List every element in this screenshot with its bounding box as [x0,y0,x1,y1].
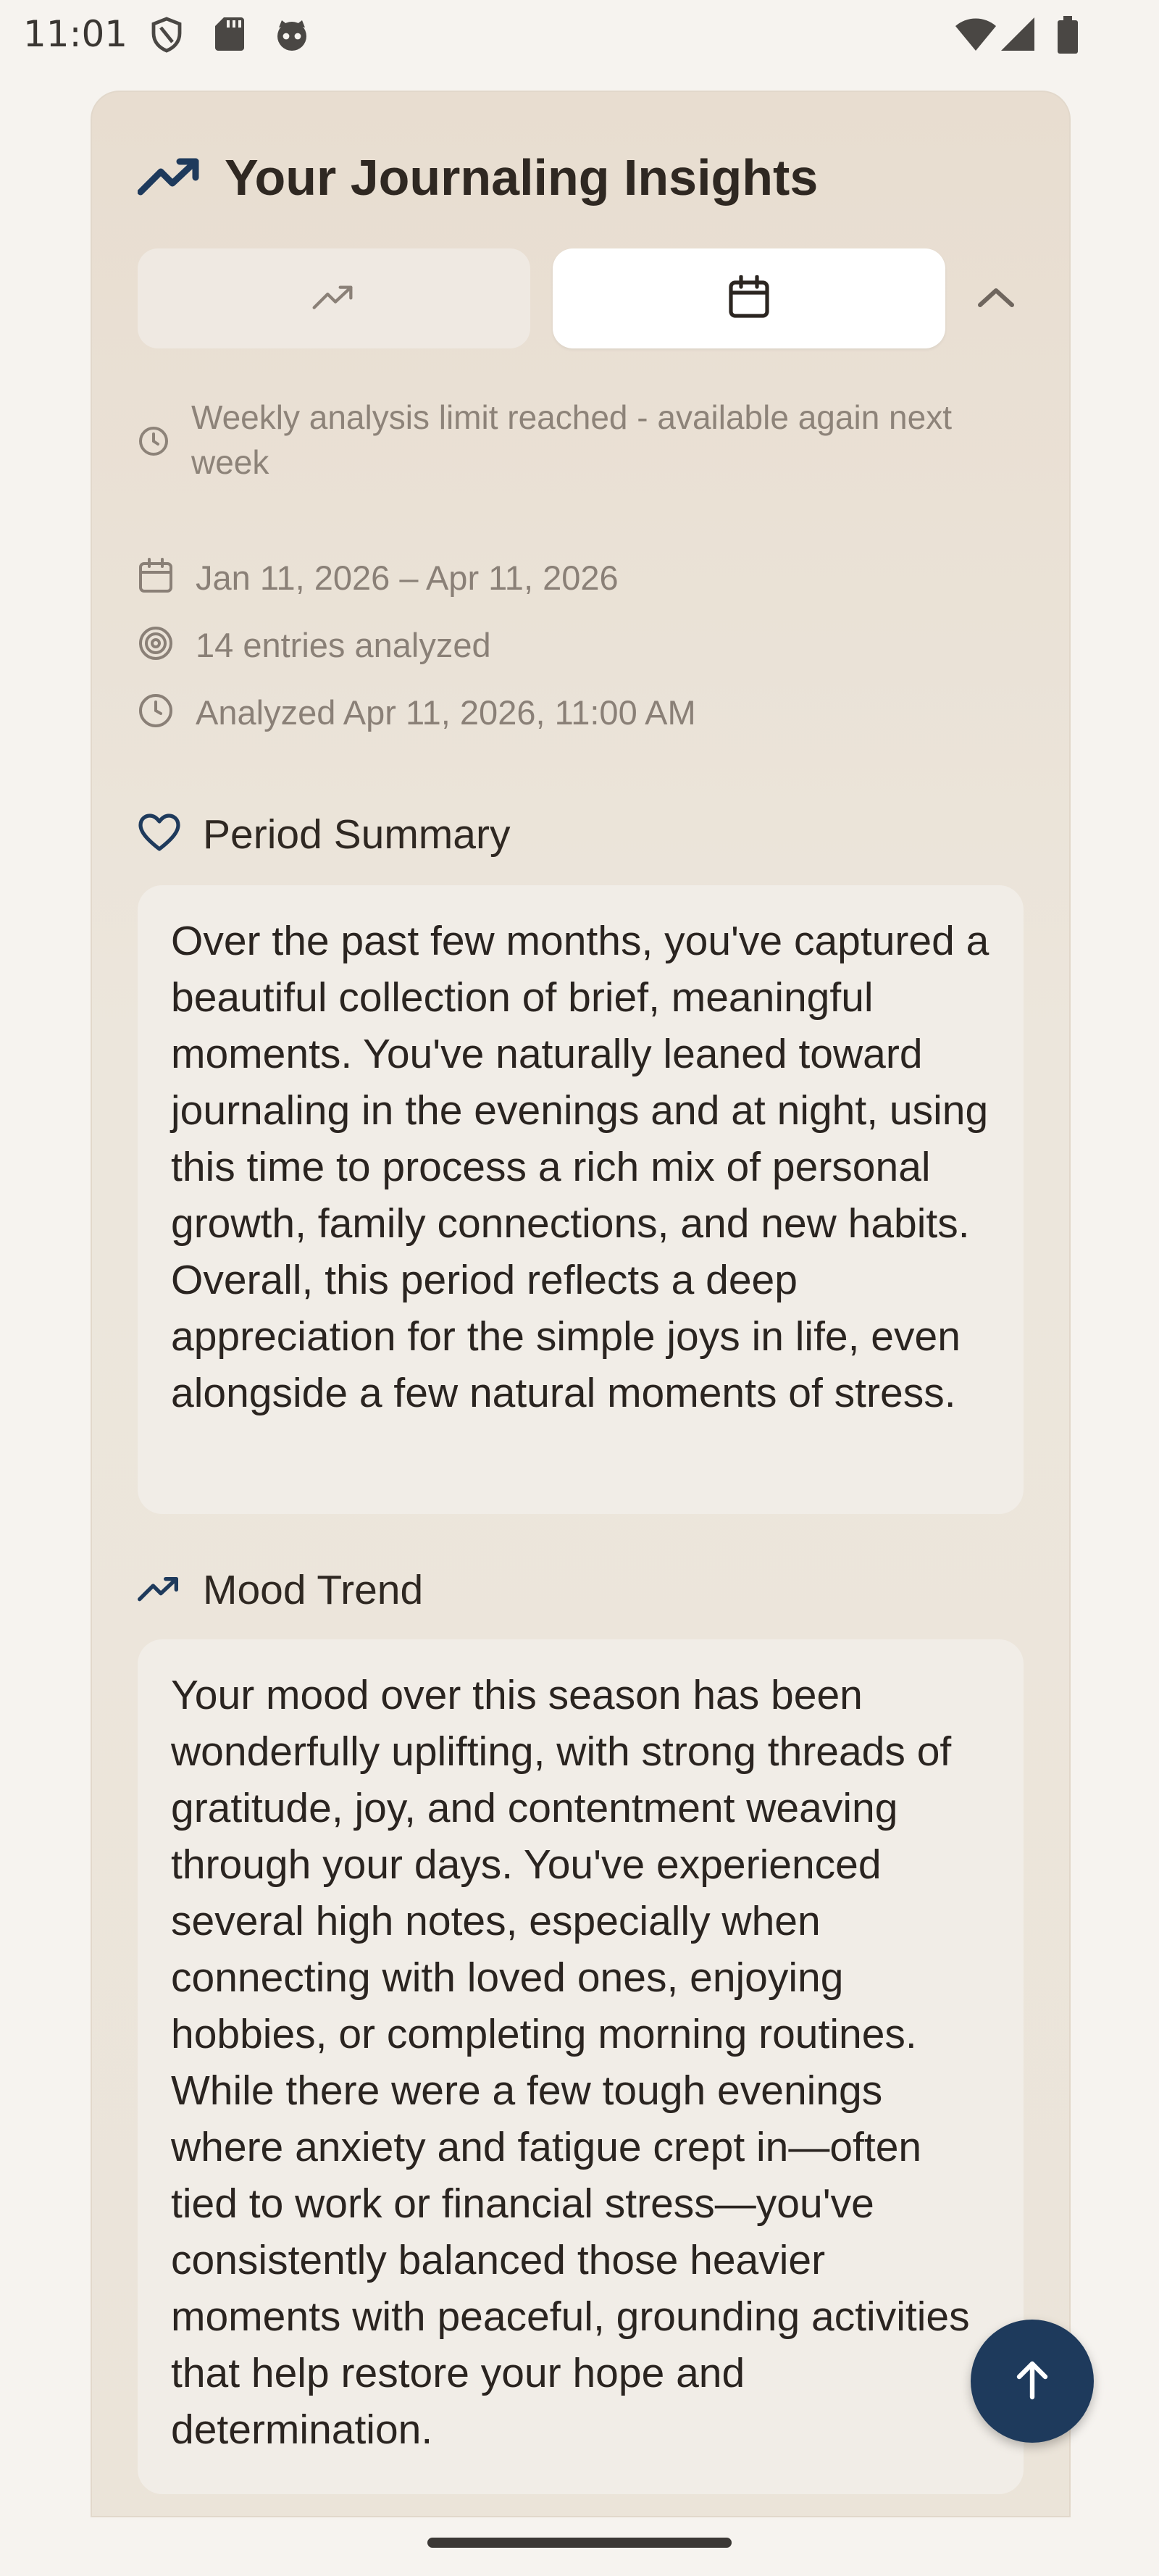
period-summary-heading [138,806,510,863]
period-summary-title: Period Summary [203,811,511,858]
calendar-icon [138,558,174,598]
period-summary-text: Over the past few months, you've captured a beautiful collection of brief, meaningful moments. You've naturally leaned toward journaling in the evenings and at night, using this time to process a rich mix of personal growth, family connections, and new habits. Overall, this period reflects a deep appreciation for the simple joys in life, even alongside a few natural moments of stress. [171,918,989,1416]
clock-icon [138,693,174,732]
insights-header [138,141,818,214]
arrow-up-icon [1012,2358,1053,2405]
trend-up-icon [138,1574,181,1607]
signal-icon [1000,16,1036,56]
sd-card-icon [214,16,246,56]
trend-up-icon [311,283,356,315]
limit-notice [138,395,1007,485]
home-indicator[interactable] [427,2538,732,2548]
heart-icon [138,813,181,857]
date-range-text: Jan 11, 2026 – Apr 11, 2026 [196,558,619,597]
limit-notice-text: Weekly analysis limit reached - available again next week [191,398,953,481]
calendar-icon [728,275,770,322]
scroll-to-top-button[interactable] [971,2320,1094,2443]
meta-date-range [138,552,619,603]
meta-analyzed-at [138,687,696,737]
shield-icon [148,16,185,57]
cat-face-icon [273,16,311,57]
trend-up-icon [138,154,203,201]
period-summary-box [138,885,1024,1514]
tab-calendar[interactable] [553,248,945,348]
wifi-icon [954,16,997,56]
battery-icon [1056,16,1079,57]
tab-trends[interactable] [138,248,530,348]
clock-icon [138,425,170,461]
insights-title: Your Journaling Insights [225,149,819,206]
mood-trend-title: Mood Trend [203,1567,424,1613]
mood-trend-text: Your mood over this season has been wonderfully uplifting, with strong threads of gratitude, joy, and contentment weaving through your days. You've experienced several high notes, especially when connecting with loved ones, enjoying hobbies, or completing morning routines. While there were a few tough evenings where anxiety and fatigue crept in—often tied to work or financial stress—you've consistently balanced those heavier moments with peaceful, grounding activities that help restore your hope and determination. [171,1672,970,2453]
target-icon [138,625,174,665]
status-bar [0,0,1159,70]
status-time: 11:01 [23,13,128,55]
chevron-up-icon [976,285,1016,313]
mood-trend-heading [138,1561,423,1619]
entries-count-text: 14 entries analyzed [196,625,491,664]
mood-trend-box [138,1639,1024,2494]
analyzed-at-text: Analyzed Apr 11, 2026, 11:00 AM [196,693,696,732]
meta-entries [138,619,491,670]
collapse-button[interactable] [967,272,1025,326]
